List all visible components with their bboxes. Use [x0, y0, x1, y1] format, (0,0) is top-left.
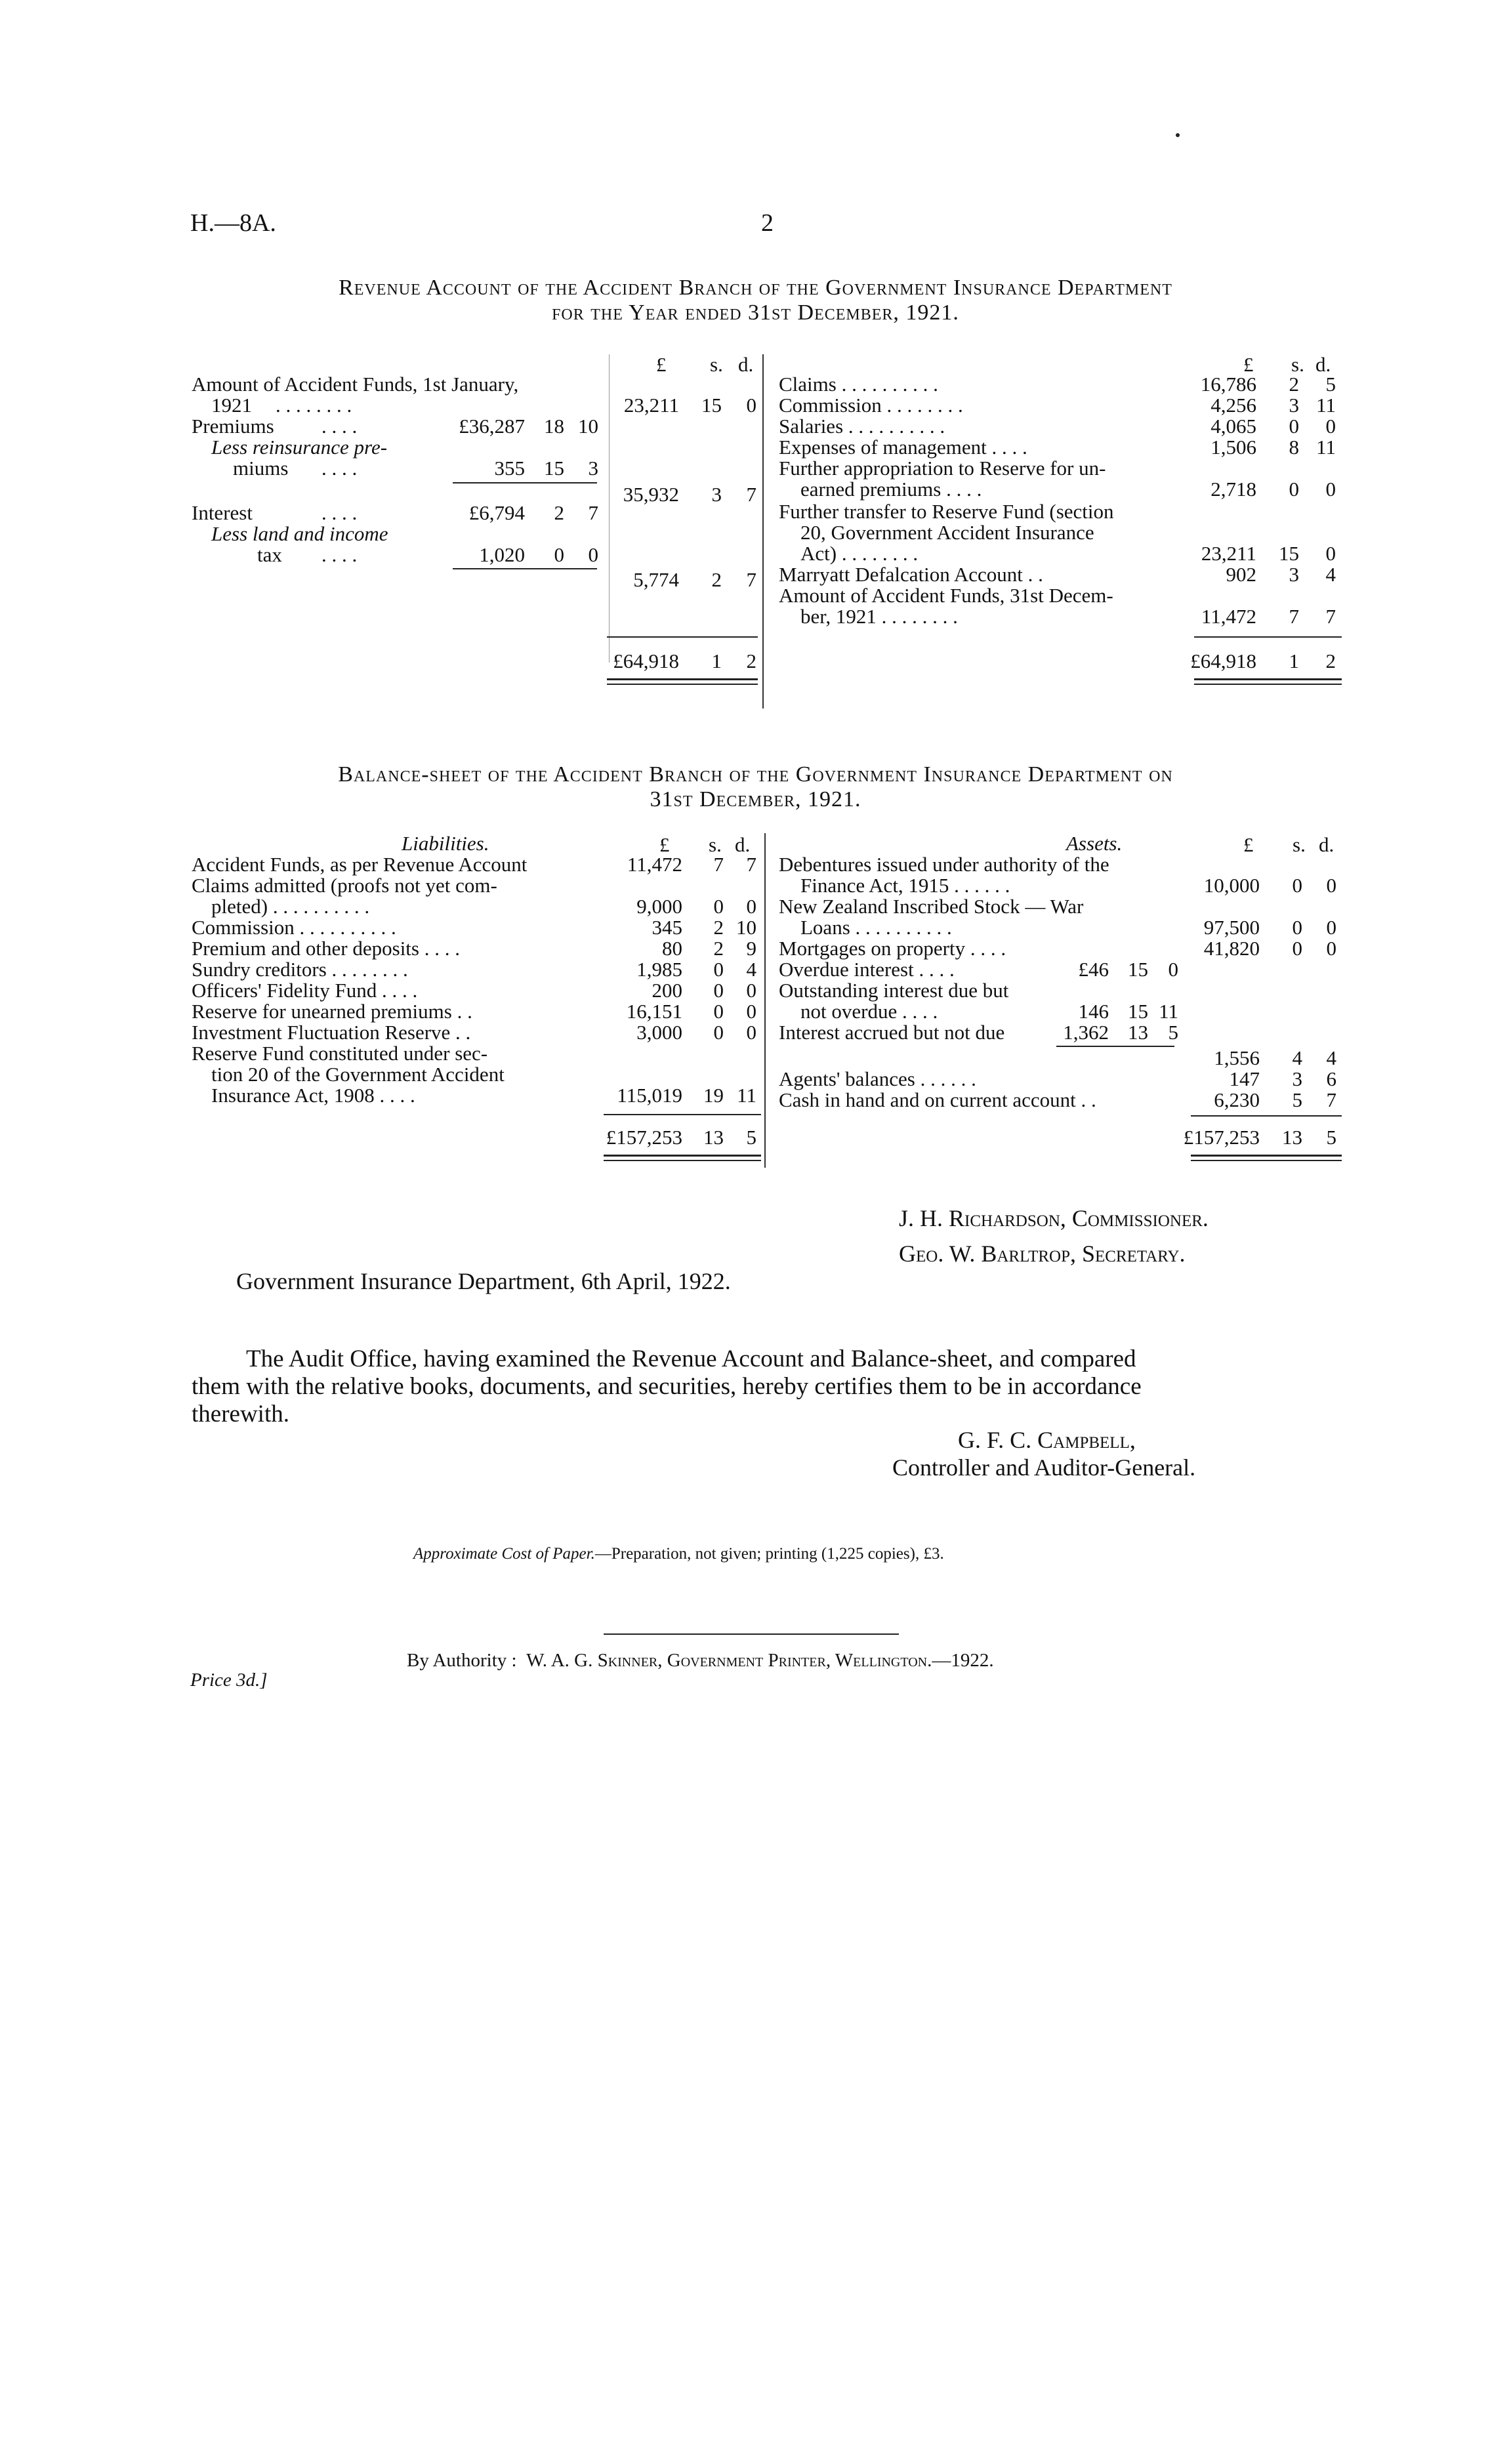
- liability-unearned-premiums-amount: [590, 1001, 764, 1022]
- amount-s: 3: [1289, 394, 1299, 417]
- revenue-left-r10-amount: [590, 569, 764, 590]
- liabilities-heading: Liabilities.: [402, 832, 489, 855]
- amount-s: 1: [711, 649, 722, 672]
- revenue-left-r7-label: Interest: [192, 501, 253, 524]
- amount-d: 10: [578, 415, 598, 438]
- amount-d: 0: [1326, 937, 1336, 960]
- amount-d: 9: [746, 937, 756, 960]
- revenue-left-total-rule: [607, 636, 758, 638]
- balance-left-s-head: s.: [709, 833, 722, 856]
- revenue-left-r1: Amount of Accident Funds, 1st January,: [192, 373, 519, 396]
- amount-pound: 902: [1226, 563, 1256, 586]
- revenue-left-r6-amount: [590, 484, 764, 505]
- place-date: Government Insurance Department, 6th April, 1922.: [236, 1268, 731, 1294]
- amount-pound: 1,556: [1214, 1046, 1260, 1069]
- amount-d: 0: [588, 543, 598, 566]
- amount-s: 7: [1289, 605, 1299, 628]
- balance-divider: [764, 833, 766, 1168]
- amount-pound: 1,020: [479, 543, 525, 566]
- revenue-right-row-commission: Commission . . . . . . . .: [779, 394, 963, 417]
- revenue-right-total-rule: [1194, 636, 1342, 638]
- balance-right-pound-head: £: [1243, 833, 1254, 856]
- asset-interest-sub-rule: [1056, 1046, 1174, 1047]
- revenue-left-r3-sub: [433, 416, 604, 437]
- liability-sundry-creditors: Sundry creditors . . . . . . . .: [192, 958, 408, 981]
- amount-s: 0: [713, 1021, 724, 1044]
- assets-total: [1168, 1127, 1342, 1148]
- amount-s: 15: [1279, 542, 1299, 565]
- amount-pound: £46: [1078, 958, 1109, 981]
- revenue-right-row-salaries: Salaries . . . . . . . . . .: [779, 415, 945, 438]
- liabilities-total-double-rule-2: [604, 1160, 761, 1161]
- assets-heading: Assets.: [1066, 832, 1123, 855]
- amount-pound: 80: [662, 937, 682, 960]
- revenue-right-af-line1: Amount of Accident Funds, 31st Decem-: [779, 584, 1113, 607]
- liabilities-total-rule: [604, 1114, 761, 1115]
- revenue-title-line2: for the Year ended 31st December, 1921.: [552, 300, 959, 325]
- balance-right-d-head: d.: [1319, 833, 1335, 856]
- amount-pound: 23,211: [623, 394, 679, 417]
- revenue-right-fa-line2: earned premiums . . . .: [800, 478, 982, 501]
- amount-s: 13: [703, 1126, 724, 1149]
- liability-accident-funds: Accident Funds, as per Revenue Account: [192, 853, 528, 876]
- revenue-left-d-head: d.: [738, 353, 754, 376]
- amount-pound: 16,151: [626, 1000, 682, 1023]
- revenue-right-row-salaries-amount: [1168, 416, 1338, 437]
- asset-outstanding-interest-line2: not overdue . . . .: [800, 1000, 938, 1023]
- amount-d: 4: [1325, 563, 1336, 586]
- revenue-left-r5-sub: [433, 458, 604, 479]
- amount-pound: 4,065: [1211, 415, 1256, 438]
- amount-d: 0: [746, 1000, 756, 1023]
- balance-title-line2: 31st December, 1921.: [650, 787, 861, 811]
- revenue-left-r8: Less land and income: [211, 522, 388, 545]
- revenue-right-ft-line1: Further transfer to Reserve Fund (section: [779, 500, 1114, 523]
- revenue-right-ft-line2: 20, Government Accident Insurance: [800, 521, 1094, 544]
- footer-rule: [604, 1633, 899, 1635]
- revenue-right-ft-line3: Act) . . . . . . . .: [800, 542, 919, 565]
- amount-s: 0: [1289, 478, 1299, 501]
- amount-d: 0: [1325, 415, 1336, 438]
- amount-s: 3: [1292, 1067, 1302, 1090]
- liabilities-total: [590, 1127, 764, 1148]
- price: Price 3d.]: [190, 1670, 268, 1691]
- revenue-title-line1: Revenue Account of the Accident Branch of the Government Insurance Department: [339, 276, 1172, 300]
- amount-s: 0: [1289, 415, 1299, 438]
- auditor-signature: G. F. C. Campbell,: [958, 1427, 1136, 1453]
- amount-pound: 1,362: [1063, 1021, 1109, 1044]
- liability-commission: Commission . . . . . . . . . .: [192, 916, 396, 939]
- cost-note-label: Approximate Cost of Paper.: [413, 1545, 595, 1563]
- liability-accident-funds-amount: [590, 854, 764, 875]
- revenue-right-marryatt: Marryatt Defalcation Account . .: [779, 563, 1043, 586]
- liability-fidelity-fund-amount: [590, 980, 764, 1001]
- amount-d: 0: [1326, 916, 1336, 939]
- authority-label: By Authority :: [407, 1650, 517, 1671]
- commissioner-signature: J. H. Richardson, Commissioner.: [899, 1205, 1209, 1231]
- revenue-left-r9-label: tax: [257, 543, 282, 566]
- balance-left-pound-head: £: [659, 833, 670, 856]
- amount-s: 1: [1289, 649, 1299, 672]
- amount-d: 0: [1325, 478, 1336, 501]
- amount-s: 7: [713, 853, 724, 876]
- revenue-right-s-head: s.: [1291, 353, 1304, 376]
- amount-d: 7: [1325, 605, 1336, 628]
- revenue-left-r7-sub: [433, 503, 604, 524]
- asset-accrued-interest: Interest accrued but not due: [779, 1021, 1005, 1044]
- amount-d: 5: [1326, 1126, 1336, 1149]
- amount-s: 0: [713, 979, 724, 1002]
- authority-line: [407, 1650, 994, 1672]
- revenue-right-total: [1168, 651, 1338, 672]
- balance-right-s-head: s.: [1293, 833, 1306, 856]
- amount-s: 0: [713, 958, 724, 981]
- liabilities-total-double-rule-1: [604, 1155, 761, 1157]
- amount-pound: 1,506: [1211, 436, 1256, 459]
- amount-s: 13: [1128, 1021, 1148, 1044]
- amount-d: 7: [746, 568, 756, 591]
- revenue-right-total-double-rule-1: [1194, 678, 1342, 680]
- liability-reserve-fund-amount: [590, 1085, 764, 1106]
- amount-pound: 5,774: [633, 568, 679, 591]
- amount-d: 5: [1168, 1021, 1178, 1044]
- amount-d: 0: [746, 394, 756, 417]
- amount-d: 2: [1325, 649, 1336, 672]
- liability-fluctuation-reserve-amount: [590, 1022, 764, 1043]
- amount-d: 0: [746, 1021, 756, 1044]
- amount-d: 0: [1168, 958, 1178, 981]
- balance-left-d-head: d.: [735, 833, 751, 856]
- asset-cash-amount: [1168, 1090, 1342, 1111]
- amount-pound: £36,287: [459, 415, 525, 438]
- amount-s: 2: [713, 916, 724, 939]
- revenue-right-fa-line1: Further appropriation to Reserve for un-: [779, 457, 1106, 480]
- amount-s: 2: [713, 937, 724, 960]
- amount-d: 6: [1326, 1067, 1336, 1090]
- amount-s: 0: [1292, 937, 1302, 960]
- amount-s: 3: [1289, 563, 1299, 586]
- secretary-signature: Geo. W. Barltrop, Secretary.: [899, 1241, 1186, 1267]
- assets-total-rule: [1191, 1115, 1342, 1117]
- revenue-left-r9-sub: [433, 544, 604, 565]
- asset-overdue-interest: Overdue interest . . . .: [779, 958, 955, 981]
- asset-interest-total-amount: [1168, 1048, 1342, 1069]
- balance-title-line1: Balance-sheet of the Accident Branch of the Government Insurance Department on: [338, 762, 1173, 787]
- revenue-right-pound-head: £: [1243, 353, 1254, 376]
- amount-d: 7: [746, 853, 756, 876]
- amount-pound: £157,253: [606, 1126, 682, 1149]
- asset-outstanding-interest-sub: [1024, 1001, 1181, 1022]
- revenue-right-ft-amount: [1168, 543, 1338, 564]
- amount-pound: 97,500: [1203, 916, 1260, 939]
- amount-d: 11: [737, 1084, 756, 1107]
- revenue-left-r2-label: 1921: [211, 394, 252, 417]
- liability-fidelity-fund: Officers' Fidelity Fund . . . .: [192, 979, 418, 1002]
- assets-total-double-rule-2: [1191, 1160, 1342, 1161]
- assets-total-double-rule-1: [1191, 1155, 1342, 1157]
- amount-s: 0: [554, 543, 564, 566]
- revenue-left-r5-label: miums: [233, 457, 289, 480]
- amount-d: 4: [746, 958, 756, 981]
- asset-agents-balances: Agents' balances . . . . . .: [779, 1067, 976, 1090]
- amount-s: 8: [1289, 436, 1299, 459]
- amount-pound: 146: [1078, 1000, 1109, 1023]
- audit-line2: them with the relative books, documents, and securities, hereby certifies them to be in accordance: [192, 1373, 1142, 1400]
- amount-pound: 4,256: [1211, 394, 1256, 417]
- asset-inscribed-stock-line2: Loans . . . . . . . . . .: [800, 916, 952, 939]
- amount-d: 0: [1325, 542, 1336, 565]
- amount-s: 4: [1292, 1046, 1302, 1069]
- amount-s: 18: [544, 415, 564, 438]
- amount-s: 2: [554, 501, 564, 524]
- asset-mortgages-amount: [1168, 938, 1342, 959]
- audit-line1: The Audit Office, having examined the Revenue Account and Balance-sheet, and compared: [246, 1345, 1136, 1372]
- liability-claims-amount: [590, 896, 764, 917]
- amount-pound: 10,000: [1203, 874, 1260, 897]
- revenue-left-sub-rule-2: [453, 568, 597, 569]
- revenue-right-af-line2: ber, 1921 . . . . . . . .: [800, 605, 958, 628]
- revenue-right-af-amount: [1168, 606, 1338, 627]
- revenue-right-fa-amount: [1168, 479, 1338, 500]
- amount-d: 2: [746, 649, 756, 672]
- speck: [1176, 133, 1180, 137]
- revenue-left-r7-dots: . . . .: [321, 501, 358, 524]
- amount-pound: £64,918: [613, 649, 679, 672]
- revenue-left-total: [590, 651, 764, 672]
- amount-pound: 41,820: [1203, 937, 1260, 960]
- amount-pound: 11,472: [627, 853, 682, 876]
- liability-claims-line2: pleted) . . . . . . . . . .: [211, 895, 370, 918]
- amount-s: 19: [703, 1084, 724, 1107]
- amount-s: 15: [1128, 958, 1148, 981]
- revenue-right-marryatt-amount: [1168, 564, 1338, 585]
- revenue-left-r4: Less reinsurance pre-: [211, 436, 388, 459]
- asset-accrued-interest-sub: [1024, 1022, 1181, 1043]
- amount-d: 10: [736, 916, 756, 939]
- amount-d: 7: [588, 501, 598, 524]
- amount-d: 3: [588, 457, 598, 480]
- amount-s: 15: [544, 457, 564, 480]
- amount-s: 15: [701, 394, 722, 417]
- liability-reserve-fund-line3: Insurance Act, 1908 . . . .: [211, 1084, 415, 1107]
- amount-s: 0: [713, 1000, 724, 1023]
- amount-s: 2: [1289, 373, 1299, 396]
- asset-agents-balances-amount: [1168, 1069, 1342, 1090]
- asset-overdue-interest-sub: [1024, 959, 1181, 980]
- revenue-left-sub-rule-1: [453, 482, 597, 483]
- amount-pound: 9,000: [636, 895, 682, 918]
- revenue-left-r9-dots: . . . .: [321, 543, 358, 566]
- document-code: H.—8A.: [190, 209, 276, 237]
- asset-inscribed-stock-amount: [1168, 917, 1342, 938]
- asset-outstanding-interest-line1: Outstanding interest due but: [779, 979, 1009, 1002]
- amount-d: 0: [746, 979, 756, 1002]
- amount-s: 0: [1292, 874, 1302, 897]
- amount-pound: 3,000: [636, 1021, 682, 1044]
- amount-d: 11: [1159, 1000, 1178, 1023]
- amount-d: 11: [1316, 394, 1336, 417]
- revenue-left-r3-dots: . . . .: [321, 415, 358, 438]
- revenue-left-r3-label: Premiums: [192, 415, 274, 438]
- amount-pound: 355: [494, 457, 525, 480]
- amount-pound: 1,985: [636, 958, 682, 981]
- amount-d: 11: [1316, 436, 1336, 459]
- amount-s: 0: [1292, 916, 1302, 939]
- amount-pound: 147: [1229, 1067, 1260, 1090]
- amount-pound: 115,019: [617, 1084, 682, 1107]
- amount-d: 7: [746, 483, 756, 506]
- amount-d: 0: [1326, 874, 1336, 897]
- revenue-right-total-double-rule-2: [1194, 684, 1342, 685]
- asset-mortgages: Mortgages on property . . . .: [779, 937, 1006, 960]
- revenue-right-row-claims: Claims . . . . . . . . . .: [779, 373, 938, 396]
- liability-reserve-fund-line1: Reserve Fund constituted under sec-: [192, 1042, 488, 1065]
- amount-pound: 6,230: [1214, 1088, 1260, 1111]
- liability-commission-amount: [590, 917, 764, 938]
- revenue-left-pound-head: £: [656, 353, 667, 376]
- liability-sundry-creditors-amount: [590, 959, 764, 980]
- amount-s: 5: [1292, 1088, 1302, 1111]
- asset-debentures-line2: Finance Act, 1915 . . . . . .: [800, 874, 1010, 897]
- amount-d: 7: [1326, 1088, 1336, 1111]
- revenue-left-total-double-rule-1: [607, 678, 758, 680]
- amount-d: 5: [1325, 373, 1336, 396]
- amount-pound: 345: [652, 916, 682, 939]
- revenue-right-row-expenses: Expenses of management . . . .: [779, 436, 1027, 459]
- revenue-left-r2-amount: [590, 395, 764, 416]
- liability-premium-deposits-amount: [590, 938, 764, 959]
- liability-unearned-premiums: Reserve for unearned premiums . .: [192, 1000, 472, 1023]
- audit-line3: therewith.: [192, 1401, 289, 1427]
- authority-text: W. A. G. Skinner, Government Printer, Wellington.—1922.: [526, 1650, 994, 1671]
- asset-cash: Cash in hand and on current account . .: [779, 1088, 1096, 1111]
- revenue-left-r5-dots: . . . .: [321, 457, 358, 480]
- cost-note: [413, 1545, 944, 1563]
- liability-fluctuation-reserve: Investment Fluctuation Reserve . .: [192, 1021, 471, 1044]
- revenue-right-row-commission-amount: [1168, 395, 1338, 416]
- revenue-left-s-head: s.: [710, 353, 723, 376]
- amount-pound: £157,253: [1183, 1126, 1260, 1149]
- amount-pound: 2,718: [1211, 478, 1256, 501]
- amount-d: 4: [1326, 1046, 1336, 1069]
- cost-note-text: —Preparation, not given; printing (1,225 copies), £3.: [594, 1545, 944, 1563]
- liability-reserve-fund-line2: tion 20 of the Government Accident: [211, 1063, 505, 1086]
- amount-pound: 11,472: [1201, 605, 1256, 628]
- revenue-right-row-claims-amount: [1168, 374, 1338, 395]
- amount-pound: 23,211: [1201, 542, 1256, 565]
- amount-pound: £64,918: [1190, 649, 1256, 672]
- amount-d: 0: [746, 895, 756, 918]
- amount-s: 2: [711, 568, 722, 591]
- amount-s: 0: [713, 895, 724, 918]
- amount-pound: 35,932: [623, 483, 679, 506]
- amount-s: 3: [711, 483, 722, 506]
- amount-pound: £6,794: [468, 501, 525, 524]
- amount-s: 13: [1282, 1126, 1302, 1149]
- revenue-right-row-expenses-amount: [1168, 437, 1338, 458]
- asset-inscribed-stock-line1: New Zealand Inscribed Stock — War: [779, 895, 1084, 918]
- asset-debentures-line1: Debentures issued under authority of the: [779, 853, 1109, 876]
- asset-debentures-amount: [1168, 875, 1342, 896]
- liability-premium-deposits: Premium and other deposits . . . .: [192, 937, 460, 960]
- page-number: 2: [761, 209, 774, 237]
- revenue-right-d-head: d.: [1315, 353, 1331, 376]
- amount-pound: 16,786: [1200, 373, 1256, 396]
- amount-pound: 200: [652, 979, 682, 1002]
- amount-d: 5: [746, 1126, 756, 1149]
- liability-claims-line1: Claims admitted (proofs not yet com-: [192, 874, 497, 897]
- revenue-left-r2-dots: . . . . . . . .: [276, 394, 352, 417]
- revenue-left-total-double-rule-2: [607, 684, 758, 685]
- amount-s: 15: [1128, 1000, 1148, 1023]
- auditor-title: Controller and Auditor-General.: [892, 1454, 1196, 1481]
